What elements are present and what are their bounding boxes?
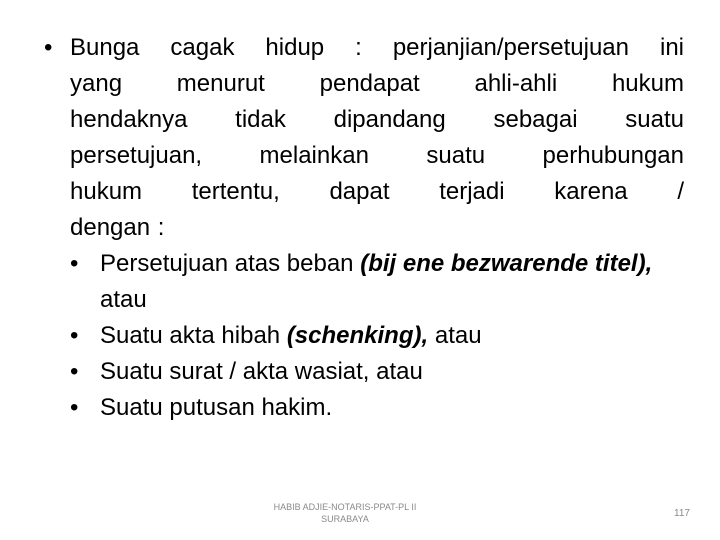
- main-text-line: yang menurut pendapat ahli-ahli hukum: [70, 70, 684, 97]
- sub-item-emphasis: (bij ene bezwarende titel),: [360, 250, 653, 277]
- main-text-line: persetujuan, melainkan suatu perhubungan: [70, 142, 684, 169]
- main-bullet-point: [32, 30, 684, 426]
- sub-list-item: [70, 390, 684, 426]
- main-text-line: hukum tertentu, dapat terjadi karena /: [70, 178, 684, 205]
- footer-author-line: HABIB ADJIE-NOTARIS-PPAT-PL II: [273, 502, 417, 512]
- sub-item-text: Suatu surat / akta wasiat, atau: [100, 358, 423, 385]
- main-bullet-text: [70, 30, 684, 246]
- sub-item-text: Suatu akta hibah: [100, 322, 287, 349]
- sub-bullet-icon: •: [70, 394, 79, 421]
- sub-bullet-list: [70, 246, 684, 426]
- footer-author: [240, 501, 450, 525]
- sub-item-emphasis: (schenking),: [286, 322, 429, 349]
- main-text-line: dengan :: [70, 214, 165, 241]
- sub-item-suffix: atau: [100, 286, 147, 313]
- sub-bullet-icon: •: [70, 358, 79, 385]
- main-text-line: hendaknya tidak dipandang sebagai suatu: [70, 106, 684, 133]
- footer-author-city: SURABAYA: [321, 514, 369, 524]
- sub-list-item: [70, 354, 684, 390]
- main-bullet-icon: •: [44, 34, 53, 61]
- slide-content: [32, 30, 684, 426]
- sub-item-suffix: atau: [428, 322, 482, 349]
- sub-item-text: Persetujuan atas beban: [100, 250, 361, 277]
- page-number: 117: [674, 508, 690, 519]
- sub-list-item: [70, 246, 684, 318]
- sub-bullet-icon: •: [70, 322, 79, 349]
- sub-list-item: [70, 318, 684, 354]
- sub-item-text: Suatu putusan hakim.: [100, 394, 333, 421]
- sub-bullet-icon: •: [70, 250, 79, 277]
- main-text-line: Bunga cagak hidup : perjanjian/persetujuan ini: [70, 34, 684, 61]
